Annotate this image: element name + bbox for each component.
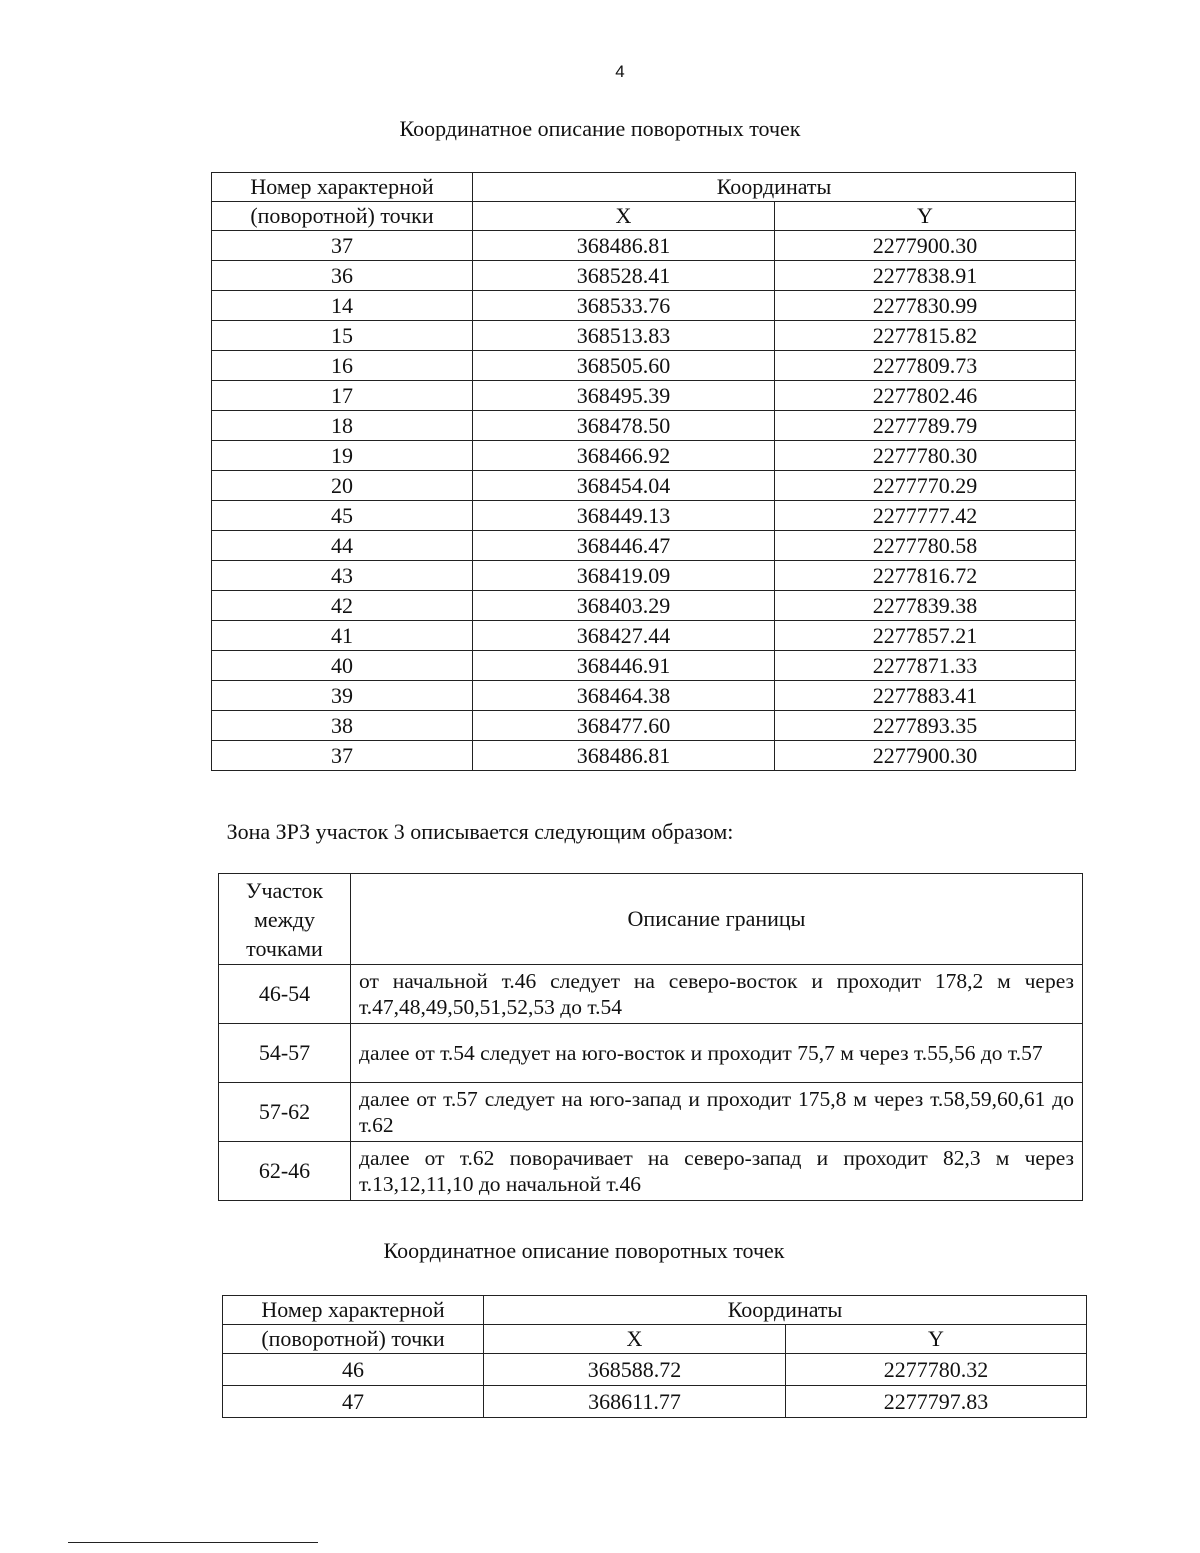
table-row [212,291,1076,321]
point-number-cell: 41 [212,621,473,651]
table-row [212,231,1076,261]
section-header-line1: Участок [245,877,324,903]
y-coordinate-cell: 2277789.79 [775,411,1076,441]
footnote-divider [68,1542,318,1543]
coordinates-table-1 [211,172,1076,771]
table-row [212,651,1076,681]
table3-heading: Координатное описание поворотных точек [383,1238,785,1263]
y-coordinate-cell: 2277857.21 [775,621,1076,651]
point-number-cell: 14 [212,291,473,321]
x-coordinate-cell: 368533.76 [473,291,775,321]
y-coordinate-cell: 2277883.41 [775,681,1076,711]
x-coordinate-cell: 368419.09 [473,561,775,591]
section-header-line3: точками [246,935,323,961]
x-coordinate-cell: 368528.41 [473,261,775,291]
x-coordinate-cell: 368464.38 [473,681,775,711]
y-coordinate-cell: 2277900.30 [775,231,1076,261]
table-row [212,411,1076,441]
table-row [219,965,1083,1024]
point-number-header: Номер характерной [212,173,473,202]
point-number-cell: 47 [223,1386,484,1418]
table-row [212,261,1076,291]
point-number-cell: 19 [212,441,473,471]
y-header: Y [775,202,1076,231]
y-coordinate-cell: 2277830.99 [775,291,1076,321]
table-row [212,531,1076,561]
y-coordinate-cell: 2277802.46 [775,381,1076,411]
point-number-cell: 45 [212,501,473,531]
point-number-cell: 37 [212,231,473,261]
boundary-description-table [218,873,1083,1201]
table-row [212,441,1076,471]
description-cell: далее от т.62 поворачивает на северо-запад и проходит 82,3 м через т.13,12,11,10 до начальной т.46 [351,1142,1083,1201]
table-row [212,561,1076,591]
y-coordinate-cell: 2277839.38 [775,591,1076,621]
table-row [212,381,1076,411]
description-cell: далее от т.57 следует на юго-запад и проходит 175,8 м через т.58,59,60,61 до т.62 [351,1083,1083,1142]
point-number-cell: 18 [212,411,473,441]
table-row [212,321,1076,351]
coordinates-header: Координаты [484,1296,1087,1325]
point-number-cell: 15 [212,321,473,351]
section-cell: 57-62 [219,1083,351,1142]
y-coordinate-cell: 2277900.30 [775,741,1076,771]
table-row [212,351,1076,381]
x-coordinate-cell: 368478.50 [473,411,775,441]
y-header: Y [786,1325,1087,1354]
x-coordinate-cell: 368486.81 [473,741,775,771]
section-cell: 54-57 [219,1024,351,1083]
point-number-header: Номер характерной [223,1296,484,1325]
x-coordinate-cell: 368477.60 [473,711,775,741]
x-coordinate-cell: 368611.77 [484,1386,786,1418]
point-number-cell: 43 [212,561,473,591]
table-row [212,501,1076,531]
table-row [212,621,1076,651]
point-number-cell: 17 [212,381,473,411]
table-row [212,471,1076,501]
y-coordinate-cell: 2277797.83 [786,1386,1087,1418]
coordinates-header: Координаты [473,173,1076,202]
point-number-cell: 20 [212,471,473,501]
zone-heading: Зона ЗРЗ участок 3 описывается следующим образом: [226,819,734,844]
table1-heading: Координатное описание поворотных точек [399,116,801,141]
x-coordinate-cell: 368505.60 [473,351,775,381]
section-cell: 46-54 [219,965,351,1024]
y-coordinate-cell: 2277838.91 [775,261,1076,291]
point-number-cell: 42 [212,591,473,621]
table-row [223,1386,1087,1418]
point-number-cell: 39 [212,681,473,711]
y-coordinate-cell: 2277893.35 [775,711,1076,741]
x-coordinate-cell: 368446.47 [473,531,775,561]
point-number-header-line2: (поворотной) точки [212,202,473,231]
table-row [212,591,1076,621]
x-coordinate-cell: 368466.92 [473,441,775,471]
x-header: X [473,202,775,231]
point-number-cell: 44 [212,531,473,561]
x-coordinate-cell: 368403.29 [473,591,775,621]
description-header: Описание границы [351,874,1083,965]
x-coordinate-cell: 368427.44 [473,621,775,651]
page-number: 4 [615,62,625,81]
table-row [223,1354,1087,1386]
x-coordinate-cell: 368495.39 [473,381,775,411]
x-header: X [484,1325,786,1354]
point-number-cell: 46 [223,1354,484,1386]
x-coordinate-cell: 368446.91 [473,651,775,681]
x-coordinate-cell: 368454.04 [473,471,775,501]
section-cell: 62-46 [219,1142,351,1201]
table-row [219,1024,1083,1083]
x-coordinate-cell: 368588.72 [484,1354,786,1386]
table-row [212,741,1076,771]
y-coordinate-cell: 2277777.42 [775,501,1076,531]
coordinates-table-2 [222,1295,1087,1418]
point-number-header-line2: (поворотной) точки [223,1325,484,1354]
y-coordinate-cell: 2277780.30 [775,441,1076,471]
table-row [219,1083,1083,1142]
y-coordinate-cell: 2277809.73 [775,351,1076,381]
description-cell: далее от т.54 следует на юго-восток и проходит 75,7 м через т.55,56 до т.57 [351,1024,1083,1083]
table-row [212,711,1076,741]
y-coordinate-cell: 2277780.32 [786,1354,1087,1386]
y-coordinate-cell: 2277780.58 [775,531,1076,561]
point-number-cell: 36 [212,261,473,291]
point-number-cell: 40 [212,651,473,681]
point-number-cell: 38 [212,711,473,741]
y-coordinate-cell: 2277770.29 [775,471,1076,501]
x-coordinate-cell: 368513.83 [473,321,775,351]
table-row [219,1142,1083,1201]
description-cell: от начальной т.46 следует на северо-восток и проходит 178,2 м через т.47,48,49,50,51,52,53 до т.54 [351,965,1083,1024]
y-coordinate-cell: 2277815.82 [775,321,1076,351]
section-header [219,874,351,965]
x-coordinate-cell: 368486.81 [473,231,775,261]
table-row [212,681,1076,711]
section-header-line2: между [253,906,316,932]
x-coordinate-cell: 368449.13 [473,501,775,531]
point-number-cell: 37 [212,741,473,771]
point-number-cell: 16 [212,351,473,381]
y-coordinate-cell: 2277871.33 [775,651,1076,681]
y-coordinate-cell: 2277816.72 [775,561,1076,591]
